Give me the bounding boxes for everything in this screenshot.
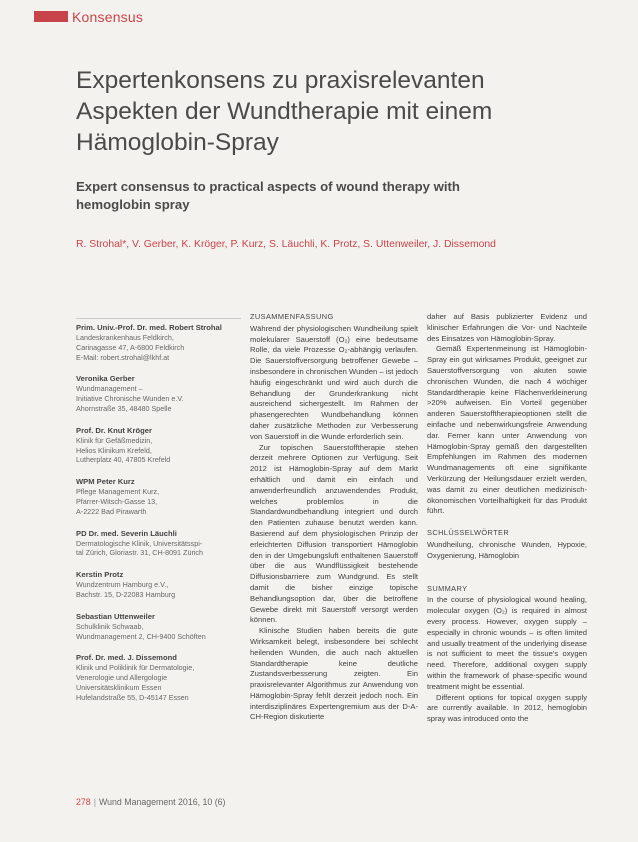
- affiliation-block: [76, 374, 241, 413]
- affiliation-block: [76, 653, 241, 702]
- author-name: R. Strohal*: [76, 239, 127, 250]
- author-list: R. Strohal*, V. Gerber, K. Kröger, P. Kurz, S. Läuchli, K. Protz, S. Uttenweiler, J. Dissemond: [76, 239, 496, 250]
- affiliation-address-line: Helios Klinikum Krefeld,: [76, 445, 152, 455]
- affiliation-address-line: Universitätsklinikum Essen: [76, 682, 162, 692]
- affiliation-address-line: Carinagasse 47, A-6800 Feldkirch: [76, 342, 185, 352]
- abstract-paragraph: daher auf Basis publizierter Evidenz und klinischer Erfahrungen die Vor- und Nachteile des Einsatzes von Hämoglobin-Spray.: [427, 312, 587, 343]
- article-subtitle: Expert consensus to practical aspects of wound therapy with hemoglobin spray: [76, 179, 460, 212]
- affiliation-address-line: Pfarrer-Witsch-Gasse 13,: [76, 496, 158, 506]
- affiliation-block: [76, 477, 241, 516]
- summary-heading: SUMMARY: [427, 583, 468, 593]
- affiliation-address-line: Wundmanagement 2, CH-9400 Schöften: [76, 631, 206, 641]
- affiliation-address-line: Bachstr. 15, D-22083 Hamburg: [76, 589, 176, 599]
- affiliation-name: Prim. Univ.-Prof. Dr. med. Robert Strohal: [76, 323, 222, 332]
- footer-separator: |: [93, 797, 96, 807]
- journal-citation: Wund Management 2016, 10 (6): [98, 797, 226, 807]
- affiliation-address-line: Klinik und Poliklinik für Dermatologie,: [76, 663, 195, 673]
- summary-paragraph: Different options for topical oxygen supply are currently available. In 2012, hemoglobin spray was introduced onto the: [427, 692, 587, 724]
- affiliation-address-line: Pflege Management Kurz,: [76, 487, 160, 497]
- affiliation-name: PD Dr. med. Severin Läuchli: [76, 528, 177, 538]
- section-color-bar: [34, 11, 68, 22]
- affiliation-name: WPM Peter Kurz: [76, 477, 135, 487]
- affiliation-address-line: Klinik für Gefäßmedizin,: [76, 435, 153, 445]
- affiliation-block: [76, 318, 241, 362]
- affiliation-block: [76, 426, 241, 465]
- article-title: Expertenkonsens zu praxisrelevanten Aspekten der Wundtherapie mit einem Hämoglobin-Spray: [76, 67, 493, 156]
- affiliation-address-line: A-2222 Bad Pirawarth: [76, 506, 147, 516]
- author-name: J. Dissemond: [433, 239, 496, 250]
- affiliation-address-line: E-Mail: robert.strohal@lkhf.at: [76, 352, 170, 362]
- abstract-heading: ZUSAMMENFASSUNG: [250, 312, 334, 321]
- abstract-paragraph: Gemäß Expertenmeinung ist Hämoglobin-Spray ein gut wirksames Produkt, geeignet zur Sauerstoffversorgung von akuten sowie chronischen Wunden, die nach 4 wöchiger Standardtherapie keine Flächenverkleinerung >20% aufweisen. Ein Vorteil gegenüber anderen Sauerstofftherapieoptionen stellt die einfache und nebenwirkungsfreie Anwendung dar. Ferner kann unter Anwendung von Hämoglobin-Spray gemäß den dargestellten Empfehlungen im Rahmen des modernen Wundmanagements oft eine signifikante Verkürzung der Heilungsdauer erzielt werden, was damit zu einer deutlichen medizinisch-ökonomischen Vorteilhaftigkeit für das Produkt führt.: [427, 344, 587, 516]
- abstract-german-column: [250, 312, 418, 723]
- affiliation-name: Sebastian Uttenweiler: [76, 611, 155, 621]
- affiliation-address-line: Wundmanagement –: [76, 384, 143, 394]
- abstract-paragraph: Klinische Studien haben bereits die gute Wirksamkeit belegt, insbesondere bei schlecht heilenden Wunden, die auch nach aktuellen Standardtherapie keine deutliche Zustandsverbesserung zeigten. Ein praxisrelevanter Algorithmus zur Anwendung von Hämoglobin-Spray fehlt derzeit jedoch noch. Ein interdisziplinäres Expertengremium aus der D-A-CH-Region diskutierte: [250, 626, 418, 722]
- affiliation-address-line: Wundzentrum Hamburg e.V.,: [76, 580, 169, 590]
- section-label: Konsensus: [72, 8, 144, 25]
- author-name: V. Gerber: [132, 239, 176, 250]
- abstract-right-column: [427, 312, 587, 725]
- page-footer: [76, 797, 225, 807]
- affiliation-address-line: tal Zürich, Gloriastr. 31, CH-8091 Zürich: [76, 548, 204, 558]
- affiliation-address-line: Ahornstraße 35, 48480 Spelle: [76, 403, 172, 413]
- keywords-text: Wundheilung, chronische Wunden, Hypoxie, Oxygenierung, Hämoglobin: [427, 539, 587, 560]
- affiliation-name: Veronika Gerber: [76, 374, 135, 384]
- page-number: 278: [76, 797, 91, 807]
- affiliation-block: [76, 612, 241, 642]
- author-name: K. Protz: [320, 239, 358, 250]
- summary-paragraph: In the course of physiological wound healing, molecular oxygen (O₂) is required in almost every process. However, oxygen supply – especially in chronic wounds – is often limited and usually treatment of the underlying disease is not sufficient to meet the tissue's oxygen need. Therefore, additional oxygen supply within the framework of phase-specific wound treatment might be essential.: [427, 595, 587, 691]
- affiliation-address-line: Schulklinik Schwaab,: [76, 621, 144, 631]
- affiliation-name: Prof. Dr. Knut Kröger: [76, 425, 152, 435]
- affiliation-address-line: Venerologie und Allergologie: [76, 673, 168, 683]
- section-tag: [34, 9, 143, 24]
- affiliations: [76, 318, 241, 715]
- abstract-paragraph: Während der physiologischen Wundheilung spielt molekularer Sauerstoff (O₂) eine bedeutsame Rolle, da viele Prozesse O₂-abhängig verlaufen. Die Sauerstoffversorgung betroffener Gewebe – insbesondere in chronischen Wunden – ist jedoch häufig eingeschränkt und wird auch durch die Behandlung der Grunderkrankung nicht ausreichend sichergestellt. Im Rahmen der phasengerechten Wundbehandlung können daher zusätzliche Methoden zur Verbesserung von Sauerstoff in die Wunde erforderlich sein.: [250, 323, 418, 441]
- affiliation-address-line: Hufelandstraße 55, D-45147 Essen: [76, 692, 189, 702]
- affiliation-block: [76, 529, 241, 559]
- author-name: P. Kurz: [230, 239, 264, 250]
- abstract-paragraph: Zur topischen Sauerstofftherapie stehen derzeit mehrere Optionen zur Verfügung. Seit 2012 ist Hämoglobin-Spray auf dem Markt erhältlich und damit ein einfach und anwenderfreundlich anzuwendendes Produkt, welches problemlos in die Standardwundbehandlung integriert und durch den Patienten zuhause benutzt werden kann. Basierend auf dem physiologischen Prinzip der erleichterten Diffusion transportiert Hämoglobin den in der Umgebungsluft enthaltenen Sauerstoff über die aus Wundflüssigkeit bestehende Diffusionsbarriere zum Wundgrund. Es stellt damit die bisher einzige topische Behandlungsoption dar, über die betroffene Gewebe direkt mit Sauerstoff versorgt werden können.: [250, 442, 418, 625]
- affiliation-block: [76, 570, 241, 600]
- affiliation-name: Kerstin Protz: [76, 570, 124, 580]
- affiliation-address-line: Lutherplatz 40, 47805 Krefeld: [76, 455, 171, 465]
- affiliation-address-line: Initiative Chronische Wunden e.V.: [76, 394, 184, 404]
- author-name: S. Läuchli: [268, 239, 315, 250]
- keywords-heading: SCHLÜSSELWÖRTER: [427, 528, 510, 538]
- author-name: K. Kröger: [181, 239, 225, 250]
- affiliation-address-line: Dermatologische Klinik, Universitätsspi-: [76, 538, 203, 548]
- affiliation-address-line: Landeskrankenhaus Feldkirch,: [76, 333, 174, 342]
- affiliation-name: Prof. Dr. med. J. Dissemond: [76, 653, 177, 663]
- author-name: S. Uttenweiler: [363, 239, 428, 250]
